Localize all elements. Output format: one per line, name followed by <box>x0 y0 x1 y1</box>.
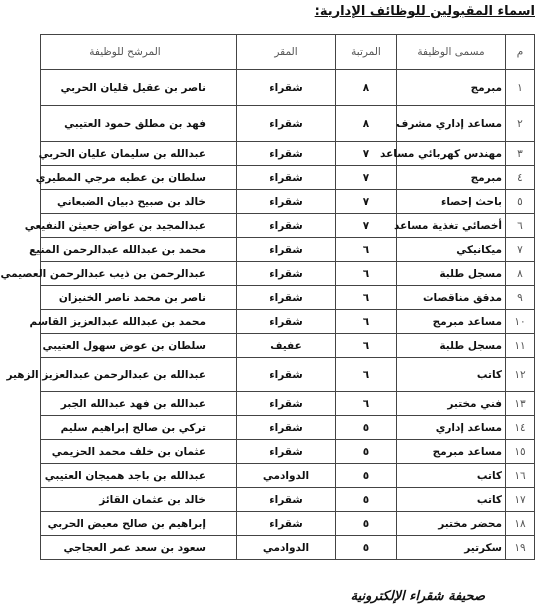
row-number: ١٥ <box>506 440 535 464</box>
row-number: ١١ <box>506 334 535 358</box>
row-number: ١٣ <box>506 392 535 416</box>
header-rank: المرتبة <box>336 35 397 70</box>
header-location: المقر <box>237 35 336 70</box>
row-job-title: مسجل طلبة <box>397 334 506 358</box>
row-location: شقراء <box>237 214 336 238</box>
row-location: شقراء <box>237 142 336 166</box>
table-row <box>41 392 535 416</box>
row-rank: ٨ <box>336 70 397 106</box>
table-row <box>41 106 535 142</box>
table-row <box>41 536 535 560</box>
row-number: ١٠ <box>506 310 535 334</box>
newspaper-name: صحيفة شقراء الإلكترونية <box>350 589 485 604</box>
row-rank: ٦ <box>336 358 397 392</box>
row-rank: ٥ <box>336 416 397 440</box>
row-number: ٤ <box>506 166 535 190</box>
row-job-title: مساعد مبرمج <box>397 310 506 334</box>
row-rank: ٥ <box>336 512 397 536</box>
row-candidate-name: عثمان بن خلف محمد الحزيمي <box>41 440 237 464</box>
header-candidate: المرشح للوظيفة <box>41 35 237 70</box>
row-location: شقراء <box>237 238 336 262</box>
row-job-title: أخصائي تغذية مساعد <box>397 214 506 238</box>
table-row <box>41 70 535 106</box>
row-rank: ٧ <box>336 214 397 238</box>
row-candidate-name: ناصر بن عقيل قليان الحربي <box>41 70 237 106</box>
row-number: ١٩ <box>506 536 535 560</box>
table-row <box>41 238 535 262</box>
row-candidate-name: عبدالله بن فهد عبدالله الجبر <box>41 392 237 416</box>
row-job-title: مهندس كهربائي مساعد <box>397 142 506 166</box>
row-location: شقراء <box>237 416 336 440</box>
row-job-title: سكرتير <box>397 536 506 560</box>
row-rank: ٦ <box>336 238 397 262</box>
row-candidate-name: عبدالله بن عبدالرحمن عبدالعزيز الزهير <box>41 358 237 392</box>
row-number: ١٢ <box>506 358 535 392</box>
row-location: الدوادمي <box>237 464 336 488</box>
row-candidate-name: عبدالله بن باجد هميجان العتيبي <box>41 464 237 488</box>
document-title: اسماء المقبولين للوظائف الإدارية: <box>314 4 535 19</box>
row-rank: ٥ <box>336 464 397 488</box>
row-rank: ٥ <box>336 536 397 560</box>
row-candidate-name: سعود بن سعد عمر العجاجي <box>41 536 237 560</box>
table-row <box>41 166 535 190</box>
row-location: شقراء <box>237 440 336 464</box>
table-row <box>41 142 535 166</box>
row-location: شقراء <box>237 106 336 142</box>
row-candidate-name: محمد بن عبدالله عبدالرحمن المنيع <box>41 238 237 262</box>
row-number: ١٧ <box>506 488 535 512</box>
row-candidate-name: تركي بن صالح إبراهيم سليم <box>41 416 237 440</box>
row-location: شقراء <box>237 512 336 536</box>
row-candidate-name: سلطان بن عطيه مرجي المطيري <box>41 166 237 190</box>
row-location: شقراء <box>237 190 336 214</box>
table-row <box>41 464 535 488</box>
row-rank: ٧ <box>336 142 397 166</box>
row-number: ٦ <box>506 214 535 238</box>
row-rank: ٦ <box>336 392 397 416</box>
row-number: ٣ <box>506 142 535 166</box>
row-job-title: كاتب <box>397 358 506 392</box>
row-candidate-name: إبراهيم بن صالح معيض الحربي <box>41 512 237 536</box>
row-number: ٥ <box>506 190 535 214</box>
table-row <box>41 286 535 310</box>
row-location: شقراء <box>237 70 336 106</box>
row-number: ٩ <box>506 286 535 310</box>
row-location: شقراء <box>237 488 336 512</box>
row-number: ١٤ <box>506 416 535 440</box>
row-location: الدوادمي <box>237 536 336 560</box>
row-job-title: ميكانيكي <box>397 238 506 262</box>
row-rank: ٦ <box>336 262 397 286</box>
row-location: شقراء <box>237 310 336 334</box>
row-job-title: مبرمج <box>397 70 506 106</box>
row-candidate-name: ناصر بن محمد ناصر الخنيزان <box>41 286 237 310</box>
row-candidate-name: فهد بن مطلق حمود العتيبي <box>41 106 237 142</box>
table-row <box>41 512 535 536</box>
row-rank: ٦ <box>336 286 397 310</box>
row-location: شقراء <box>237 262 336 286</box>
row-rank: ٨ <box>336 106 397 142</box>
row-number: ٢ <box>506 106 535 142</box>
row-number: ١ <box>506 70 535 106</box>
row-job-title: مسجل طلبة <box>397 262 506 286</box>
row-job-title: مساعد إداري <box>397 416 506 440</box>
row-job-title: باحث إحصاء <box>397 190 506 214</box>
row-candidate-name: خالد بن صبيح دبيان الضبعاني <box>41 190 237 214</box>
table-row <box>41 334 535 358</box>
table-header-row <box>41 35 535 70</box>
row-rank: ٧ <box>336 166 397 190</box>
header-job-title: مسمى الوظيفة <box>397 35 506 70</box>
row-number: ١٨ <box>506 512 535 536</box>
row-rank: ٥ <box>336 488 397 512</box>
row-rank: ٥ <box>336 440 397 464</box>
row-rank: ٧ <box>336 190 397 214</box>
header-number: م <box>506 35 535 70</box>
row-job-title: مساعد إداري مشرف <box>397 106 506 142</box>
table-body <box>0 70 535 560</box>
table-row <box>41 416 535 440</box>
row-candidate-name: محمد بن عبدالله عبدالعزيز القاسم <box>41 310 237 334</box>
candidates-table <box>0 34 535 560</box>
row-candidate-name: سلطان بن عوض سهول العتيبي <box>41 334 237 358</box>
row-job-title: مدقق مناقصات <box>397 286 506 310</box>
table-row <box>41 262 535 286</box>
row-rank: ٦ <box>336 334 397 358</box>
table-row <box>41 214 535 238</box>
row-candidate-name: عبدالرحمن بن ذيب عبدالرحمن العصيمي <box>41 262 237 286</box>
table-row <box>41 488 535 512</box>
row-number: ١٦ <box>506 464 535 488</box>
row-job-title: مبرمج <box>397 166 506 190</box>
row-location: شقراء <box>237 358 336 392</box>
row-candidate-name: عبدالمجيد بن عواض جعيثن النفيعي <box>41 214 237 238</box>
row-number: ٧ <box>506 238 535 262</box>
row-job-title: كاتب <box>397 488 506 512</box>
row-candidate-name: خالد بن عثمان القائز <box>41 488 237 512</box>
table-row <box>41 190 535 214</box>
row-job-title: محضر مختبر <box>397 512 506 536</box>
table-row <box>41 310 535 334</box>
row-candidate-name: عبدالله بن سليمان عليان الحربي <box>41 142 237 166</box>
row-location: عفيف <box>237 334 336 358</box>
table-row <box>41 440 535 464</box>
table-row <box>41 358 535 392</box>
row-job-title: فني مختبر <box>397 392 506 416</box>
row-number: ٨ <box>506 262 535 286</box>
row-rank: ٦ <box>336 310 397 334</box>
row-job-title: كاتب <box>397 464 506 488</box>
row-job-title: مساعد مبرمج <box>397 440 506 464</box>
row-location: شقراء <box>237 392 336 416</box>
row-location: شقراء <box>237 166 336 190</box>
row-location: شقراء <box>237 286 336 310</box>
